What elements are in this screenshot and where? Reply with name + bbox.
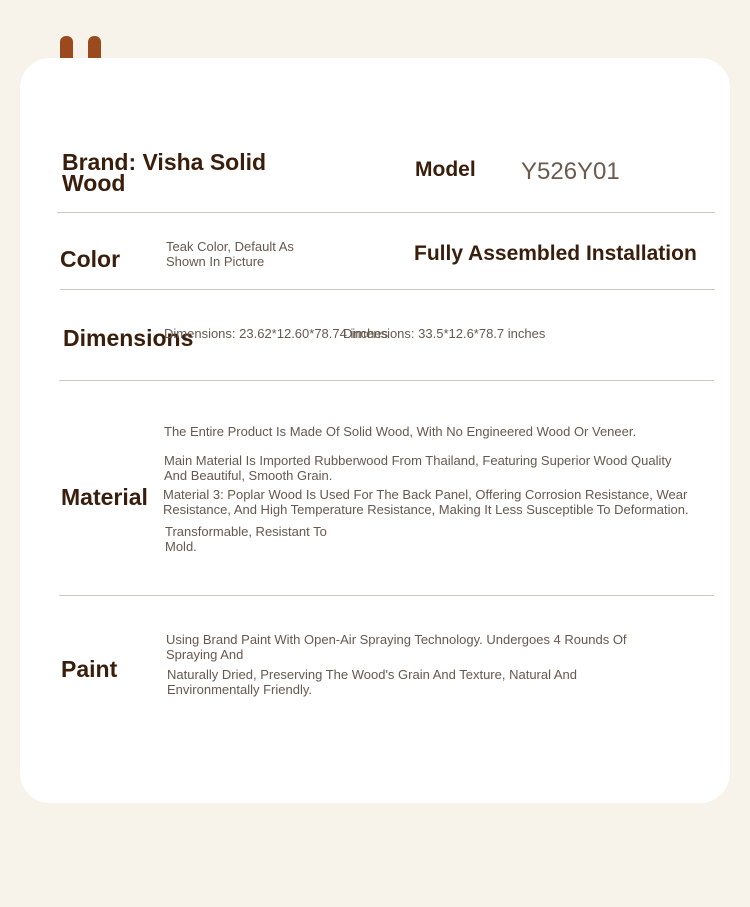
model-label: Model (415, 158, 476, 181)
brand-label: Brand: Visha Solid Wood (62, 149, 267, 196)
divider (57, 212, 715, 213)
material-line-4: Transformable, Resistant To Mold. (165, 524, 327, 554)
material-line-1: The Entire Product Is Made Of Solid Wood, With No Engineered Wood Or Veneer. (164, 424, 637, 439)
dimensions-label: Dimensions (63, 325, 194, 351)
color-value: Teak Color, Default As Shown In Picture (166, 239, 294, 269)
paint-line-1: Using Brand Paint With Open-Air Spraying Technology. Undergoes 4 Rounds Of Spraying And (166, 632, 627, 662)
divider (60, 289, 715, 290)
color-label: Color (60, 246, 121, 272)
material-line-3: Material 3: Poplar Wood Is Used For The Back Panel, Offering Corrosion Resistance, Wear Resistance, And High Temperature Resistance, Making It Less Susceptible To Deformation. (163, 487, 689, 517)
dimensions-value-2: Dimensions: 33.5*12.6*78.7 inches (343, 326, 546, 341)
material-label: Material (61, 484, 148, 510)
divider (59, 595, 714, 596)
assembly-text: Fully Assembled Installation (414, 242, 697, 265)
paint-line-2: Naturally Dried, Preserving The Wood's Grain And Texture, Natural And Environmentally Friendly. (167, 667, 578, 697)
dimensions-value-1: Dimensions: 23.62*12.60*78.74 inches (164, 326, 389, 341)
paint-label: Paint (61, 656, 118, 682)
model-value: Y526Y01 (521, 158, 620, 185)
spec-card (20, 58, 730, 803)
divider (59, 380, 714, 381)
material-line-2: Main Material Is Imported Rubberwood From Thailand, Featuring Superior Wood Quality And Beautiful, Smooth Grain. (164, 453, 672, 483)
